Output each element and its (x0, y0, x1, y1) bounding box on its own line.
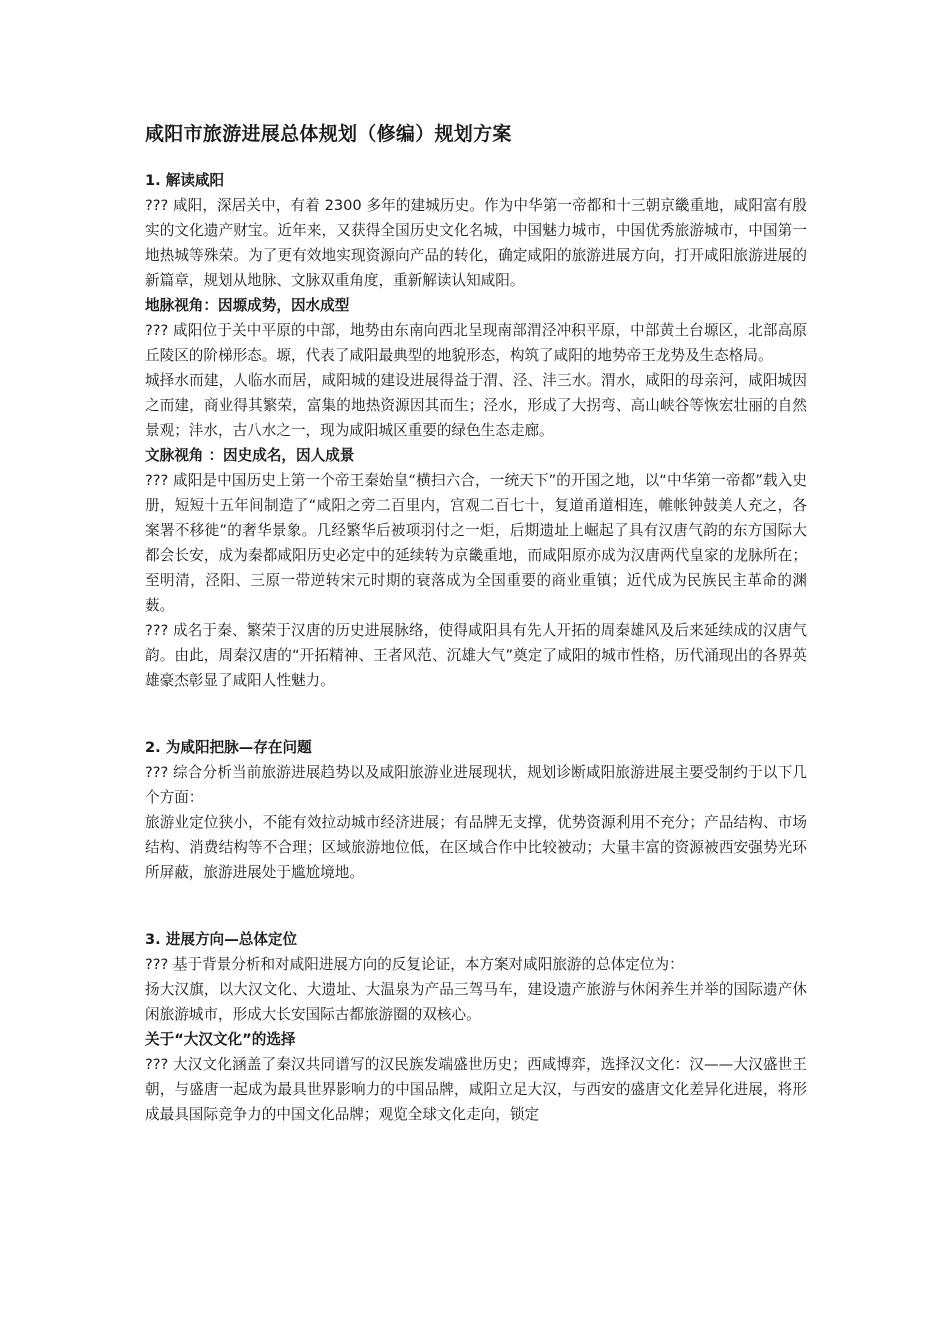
paragraph: ??? 基于背景分析和对咸阳进展方向的反复论证，本方案对咸阳旅游的总体定位为： (145, 956, 684, 973)
document-title: 咸阳市旅游进展总体规划（修编）规划方案 (145, 123, 512, 145)
section-spacer (145, 693, 807, 735)
subheading-han-culture: 关于“大汉文化”的选择 (145, 1031, 296, 1048)
section-spacer (145, 885, 807, 927)
paragraph: ??? 咸阳位于关中平原的中部，地势由东南向西北呈现南部渭泾冲积平原，中部黄土台塬区，北部高原丘陵区的阶梯形态。塬，代表了咸阳最典型的地貌形态，构筑了咸阳的地势帝王龙势及生态格局。 (145, 322, 807, 364)
section-heading-3: 3. 进展方向—总体定位 (145, 931, 298, 948)
section-heading-2: 2. 为咸阳把脉—存在问题 (145, 739, 312, 756)
paragraph: 城择水而建，人临水而居，咸阳城的建设进展得益于渭、泾、沣三水。渭水，咸阳的母亲河，咸阳城因之而建，商业得其繁荣，富集的地热资源因其而生；泾水，形成了大拐弯、高山峡谷等恢宏壮丽的自然景观；沣水，古八水之一，现为咸阳城区重要的绿色生态走廊。 (145, 372, 807, 439)
document-page (145, 120, 807, 1127)
subheading-culture: 文脉视角 ：因史成名，因人成景 (145, 447, 355, 464)
paragraph: ??? 成名于秦、繁荣于汉唐的历史进展脉络，使得咸阳具有先人开拓的周秦雄风及后来延续成的汉唐气韵。由此，周秦汉唐的“开拓精神、王者风范、沉雄大气”奠定了咸阳的城市性格，历代涌现出的各界英雄豪杰彰显了咸阳人性魅力。 (145, 622, 807, 689)
section-heading-1: 1. 解读咸阳 (145, 172, 225, 189)
subheading-geography: 地脉视角：因塬成势，因水成型 (145, 297, 350, 314)
paragraph: 扬大汉旗，以大汉文化、大遗址、大温泉为产品三驾马车，建设遗产旅游与休闲养生并举的国际遗产休闲旅游城市，形成大长安国际古都旅游圈的双核心。 (145, 981, 807, 1023)
paragraph: 旅游业定位狭小，不能有效拉动城市经济进展；有品牌无支撑，优势资源利用不充分；产品结构、市场结构、消费结构等不合理；区域旅游地位低，在区域合作中比较被动；大量丰富的资源被西安强势光环所屏蔽，旅游进展处于尴尬境地。 (145, 814, 807, 881)
paragraph: ??? 咸阳是中国历史上第一个帝王秦始皇“横扫六合，一统天下”的开国之地，以“中华第一帝都”载入史册，短短十五年间制造了“咸阳之旁二百里内，宫观二百七十，复道甬道相连，帷帐钟鼓美人充之，各案署不移徙”的奢华景象。几经繁华后被项羽付之一炬，后期遗址上崛起了具有汉唐气韵的东方国际大都会长安，成为秦都咸阳历史必定中的延续转为京畿重地，而咸阳原亦成为汉唐两代皇家的龙脉所在；至明清，泾阳、三原一带逆转宋元时期的衰落成为全国重要的商业重镇；近代成为民族民主革命的渊薮。 (145, 472, 807, 614)
paragraph: ??? 大汉文化涵盖了秦汉共同谱写的汉民族发端盛世历史；西咸博弈，选择汉文化：汉——大汉盛世王朝，与盛唐一起成为最具世界影响力的中国品牌，咸阳立足大汉，与西安的盛唐文化差异化进展，将形成最具国际竞争力的中国文化品牌；观览全球文化走向，锁定 (145, 1056, 807, 1123)
paragraph: ??? 综合分析当前旅游进展趋势以及咸阳旅游业进展现状，规划诊断咸阳旅游进展主要受制约于以下几个方面： (145, 764, 807, 806)
paragraph: ??? 咸阳，深居关中，有着 2300 多年的建城历史。作为中华第一帝都和十三朝京畿重地，咸阳富有殷实的文化遗产财宝。近年来，又获得全国历史文化名城，中国魅力城市，中国优秀旅游城市，中国第一地热城等殊荣。为了更有效地实现资源向产品的转化，确定咸阳的旅游进展方向，打开咸阳旅游进展的新篇章，规划从地脉、文脉双重角度，重新解读认知咸阳。 (145, 197, 807, 289)
